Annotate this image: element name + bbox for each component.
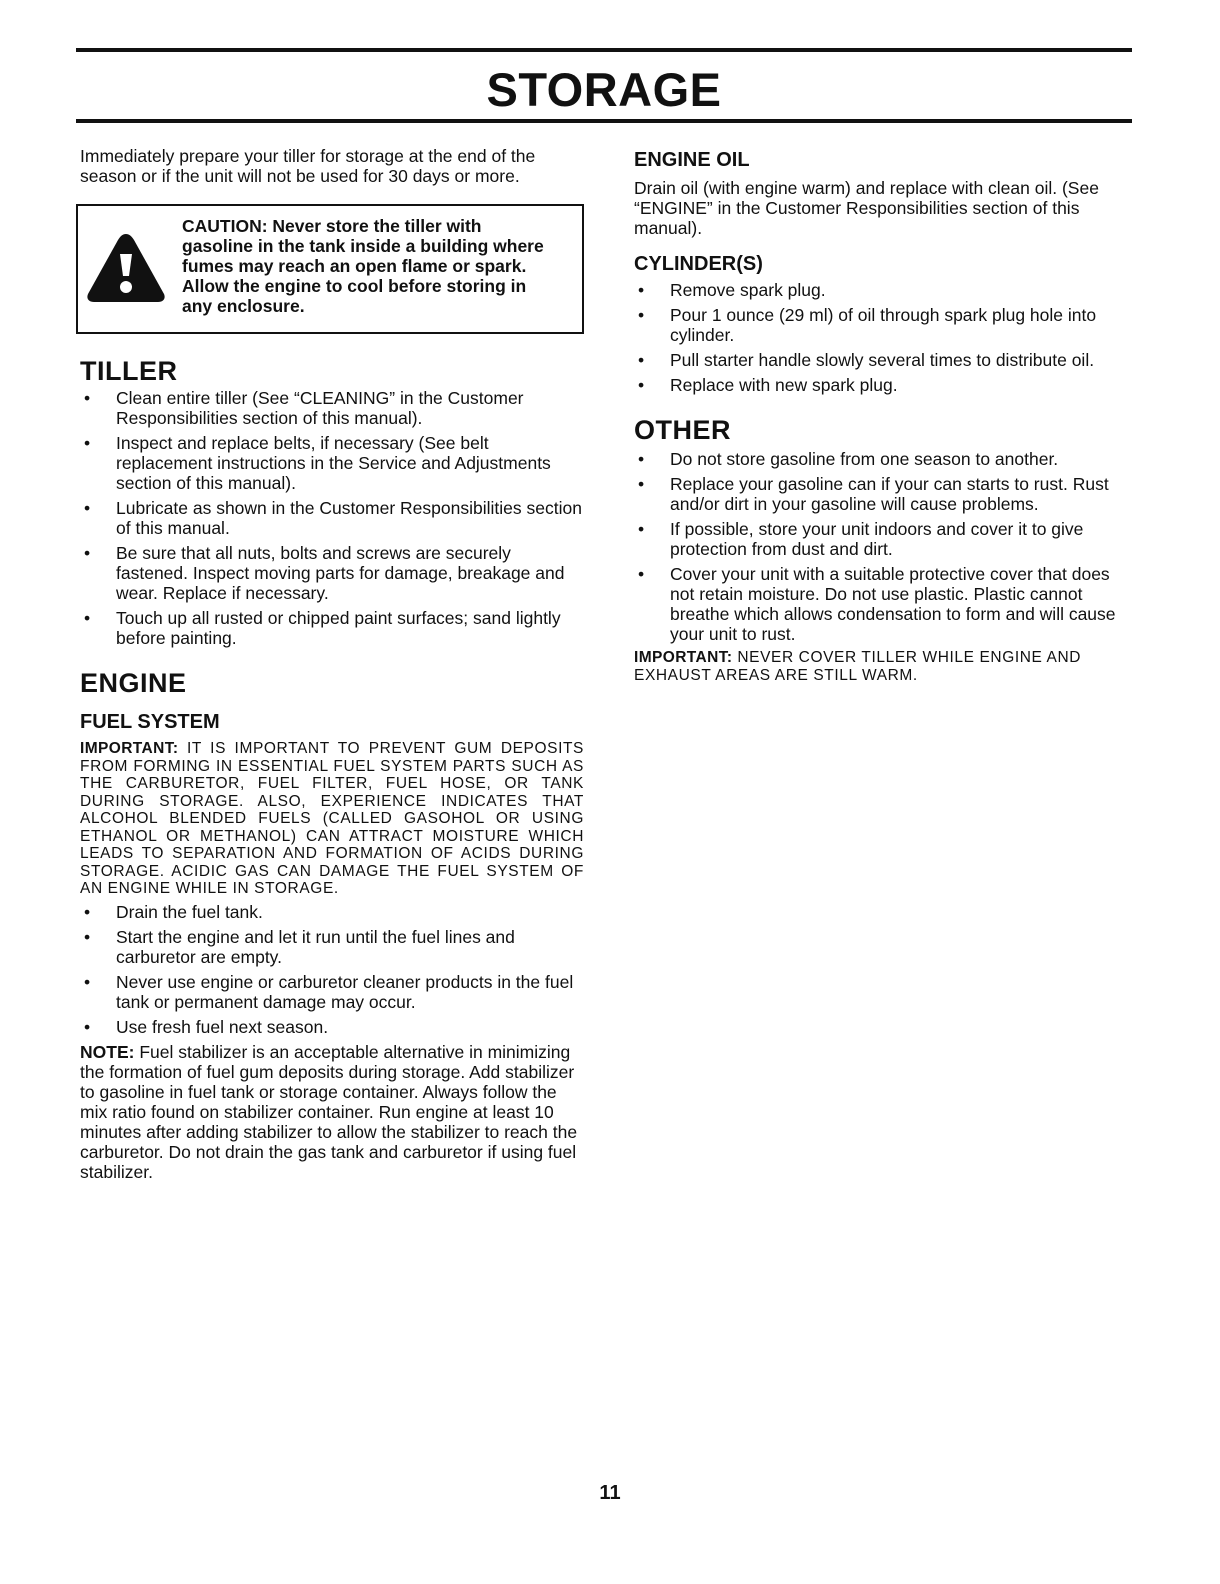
list-item: • Inspect and replace belts, if necessary (See belt replacement instructions in the Service and Adjustments section of this manual).: [84, 433, 551, 493]
list-item: • If possible, store your unit indoors and cover it to give protection from dust and dirt.: [638, 519, 1084, 559]
list-item: • Replace your gasoline can if your can starts to rust. Rust and/or dirt in your gasoline will cause problems.: [638, 474, 1109, 514]
page-number: 11: [599, 1482, 621, 1504]
warning-triangle-icon: [86, 232, 166, 304]
important-label: IMPORTANT:: [80, 740, 179, 757]
engine-oil-text: Drain oil (with engine warm) and replace with clean oil. (See “ENGINE” in the Customer Responsibilities section of this manual).: [634, 178, 1099, 238]
list-item: • Replace with new spark plug.: [638, 375, 898, 395]
fuel-system-heading: FUEL SYSTEM: [80, 711, 220, 733]
cylinders-list: [634, 280, 1136, 395]
list-item: • Do not store gasoline from one season to another.: [638, 449, 1059, 469]
list-item: • Cover your unit with a suitable protective cover that does not retain moisture. Do not use plastic. Plastic cannot breathe which allows condensation to form and will cause your unit to rust.: [638, 564, 1116, 644]
list-item: • Use fresh fuel next season.: [84, 1016, 329, 1037]
list-item: • Be sure that all nuts, bolts and screws are securely fastened. Inspect moving parts for damage, breakage and wear. Replace if necessary.: [84, 543, 565, 603]
top-rule: [76, 48, 1132, 52]
engine-heading: ENGINE: [80, 668, 187, 698]
fuel-system-list: [80, 902, 584, 1037]
caution-text: CAUTION: Never store the tiller with gasoline in the tank inside a building where fumes may reach an open flame or spark. Allow the engine to cool before storing in any enclosure.: [182, 216, 544, 316]
list-item: • Pour 1 ounce (29 ml) of oil through spark plug hole into cylinder.: [638, 305, 1097, 345]
fuel-stabilizer-note: NOTE: Fuel stabilizer is an acceptable alternative in minimizing the formation of fuel gum deposits during storage. Add stabilizer to gasoline in fuel tank or storage container. Always follow the mix ratio found on stabilizer container. Run engine at least 10 minutes after adding stabilizer to allow the stabilizer to reach the carburetor. Do not drain the gas tank and carburetor if using fuel stabilizer.: [80, 1041, 578, 1182]
tiller-heading: TILLER: [80, 356, 178, 386]
cylinders-heading: CYLINDER(S): [634, 253, 763, 275]
intro-paragraph: Immediately prepare your tiller for storage at the end of the season or if the unit will not be used for 30 days or more.: [80, 146, 536, 186]
left-column: [80, 146, 584, 1182]
page-title: STORAGE: [486, 63, 722, 116]
list-item: • Clean entire tiller (See “CLEANING” in the Customer Responsibilities section of this manual).: [84, 388, 524, 428]
right-column: [634, 146, 1136, 684]
list-item: • Touch up all rusted or chipped paint surfaces; sand lightly before painting.: [84, 608, 561, 648]
other-list: [634, 449, 1136, 644]
list-item: • Remove spark plug.: [638, 280, 826, 300]
fuel-system-important: IMPORTANT: IT IS IMPORTANT TO PREVENT GUM DEPOSITS FROM FORMING IN ESSENTIAL FUEL SYSTEM PARTS SUCH AS THE CARBURETOR, FUEL FILTER, FUEL HOSE, OR TANK DURING STORAGE. ALSO, EXPERIENCE INDICATES THAT ALCOHOL BLENDED FUELS (CALLED GASOHOL OR USING ETHANOL OR METHANOL) CAN ATTRACT MOISTURE WHICH LEADS TO SEPARATION AND FORMATION OF ACIDS DURING STORAGE. ACIDIC GAS CAN DAMAGE THE FUEL SYSTEM OF AN ENGINE WHILE IN STORAGE.: [80, 740, 584, 897]
other-heading: OTHER: [634, 415, 731, 445]
title-underline: [76, 119, 1132, 123]
other-important: IMPORTANT: NEVER COVER TILLER WHILE ENGINE AND EXHAUST AREAS ARE STILL WARM.: [634, 649, 1082, 684]
list-item: • Lubricate as shown in the Customer Responsibilities section of this manual.: [84, 498, 582, 538]
list-item: • Drain the fuel tank.: [84, 901, 263, 922]
note-label: NOTE:: [80, 1041, 135, 1062]
list-item: • Never use engine or carburetor cleaner products in the fuel tank or permanent damage may occur.: [84, 971, 574, 1012]
engine-oil-heading: ENGINE OIL: [634, 149, 750, 171]
important-label: IMPORTANT:: [634, 649, 733, 666]
list-item: • Pull starter handle slowly several times to distribute oil.: [638, 350, 1095, 370]
tiller-list: [80, 388, 584, 648]
list-item: • Start the engine and let it run until the fuel lines and carburetor are empty.: [84, 926, 515, 967]
caution-box: [76, 204, 584, 334]
